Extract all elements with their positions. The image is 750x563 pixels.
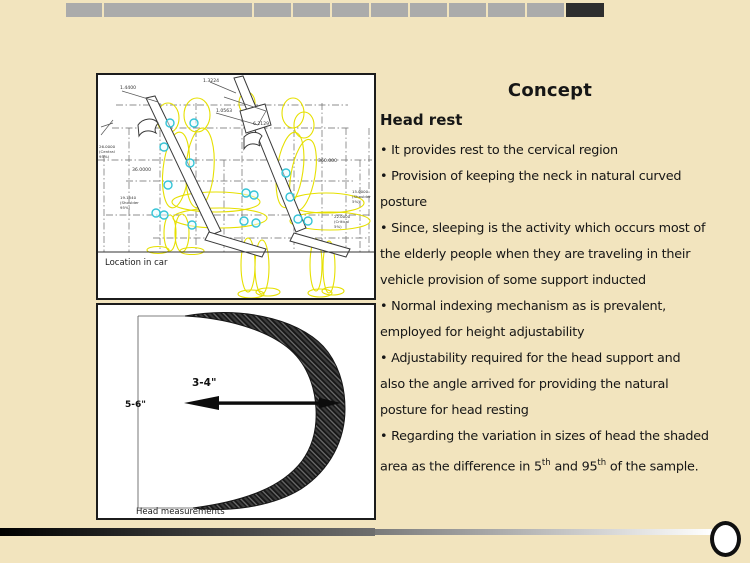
head-measurement-diagram [98,305,374,518]
dimension-label: 95%) [99,154,110,159]
figure-caption: Head measurements [136,507,225,517]
strip-segment [332,3,369,17]
bullet-line-text: area as the difference in 5 [380,459,542,475]
dimension-label: 5%) [334,224,342,229]
bullet-line: the elderly people when they are traveling in their [380,247,691,262]
dimension-label: 26.0000 [99,144,116,149]
dimension-label: 1.0563 [216,109,233,114]
dimension-label: 1.4400 [120,86,137,91]
dimension-label: 1.3224 [203,79,220,84]
figure-caption: Location in car [105,258,168,268]
strip-segment [293,3,330,17]
height-dimension-label: 5-6" [125,400,146,410]
height-dimension-line [138,316,193,508]
bullet-line: posture [380,195,427,210]
strip-segment [488,3,525,17]
strip-segment [527,3,564,17]
dimension-leader-lines [98,82,374,252]
bottom-gradient-bar-left [0,528,375,536]
strip-segment [449,3,486,17]
strip-segment [254,3,291,17]
bullet-line: posture for head resting [380,403,529,418]
head-shape-crescent [185,313,345,510]
bullet-line [380,450,720,476]
dimension-label: (Critical [334,219,350,224]
bullet-line: • Provision of keeping the neck in natural curved [380,169,682,184]
strip-segment [410,3,447,17]
dimension-label: (Central [99,149,115,154]
bullet-line: • Normal indexing mechanism as is prevalent, [380,299,666,314]
dimension-label: 5%) [352,199,360,204]
dimension-label: 15.0000 [352,189,369,194]
bullet-line: • Regarding the variation in sizes of head the shaded [380,429,709,444]
slide-text-column [380,80,720,476]
dimension-label: 22.0000 [334,214,351,219]
bullet-line-text: and 95 [550,459,598,475]
bullet-line: vehicle provision of some support inducted [380,273,646,288]
depth-dimension-label: 3-4" [192,377,217,389]
strip-segment [66,3,102,17]
dimension-label: 95%) [120,205,131,210]
bullet-line: • Since, sleeping is the activity which occurs most of [380,221,706,236]
dimension-label: (Shoulder [120,200,139,205]
top-decorative-strip [66,3,604,17]
bullet-line: employed for height adjustability [380,325,585,340]
bullet-line: • It provides rest to the cervical region [380,143,618,158]
strip-segment-dark [566,3,604,17]
figure-location-in-car [96,73,376,300]
dimension-label: 19.1540 [120,195,137,200]
superscript: th [541,458,551,468]
car-seat-diagram [98,75,374,298]
bullet-line-text: of the sample. [606,459,699,475]
circle-ornament [710,521,741,557]
dimension-label: 6.2129 [253,122,270,127]
dimension-label: (Shoulder [352,194,371,199]
page-title: Concept [507,80,593,101]
strip-segment [104,3,252,17]
dimension-label: 360.000 [318,159,337,164]
dimension-label: 36.0000 [132,168,151,173]
superscript: th [597,458,607,468]
strip-segment [371,3,408,17]
bullet-line: • Adjustability required for the head support and [380,351,681,366]
bullet-list [380,138,720,476]
section-heading: Head rest [380,111,463,129]
bullet-line: also the angle arrived for providing the natural [380,377,669,392]
figure-head-measurements [96,303,376,520]
bottom-gradient-bar-right [375,529,712,535]
